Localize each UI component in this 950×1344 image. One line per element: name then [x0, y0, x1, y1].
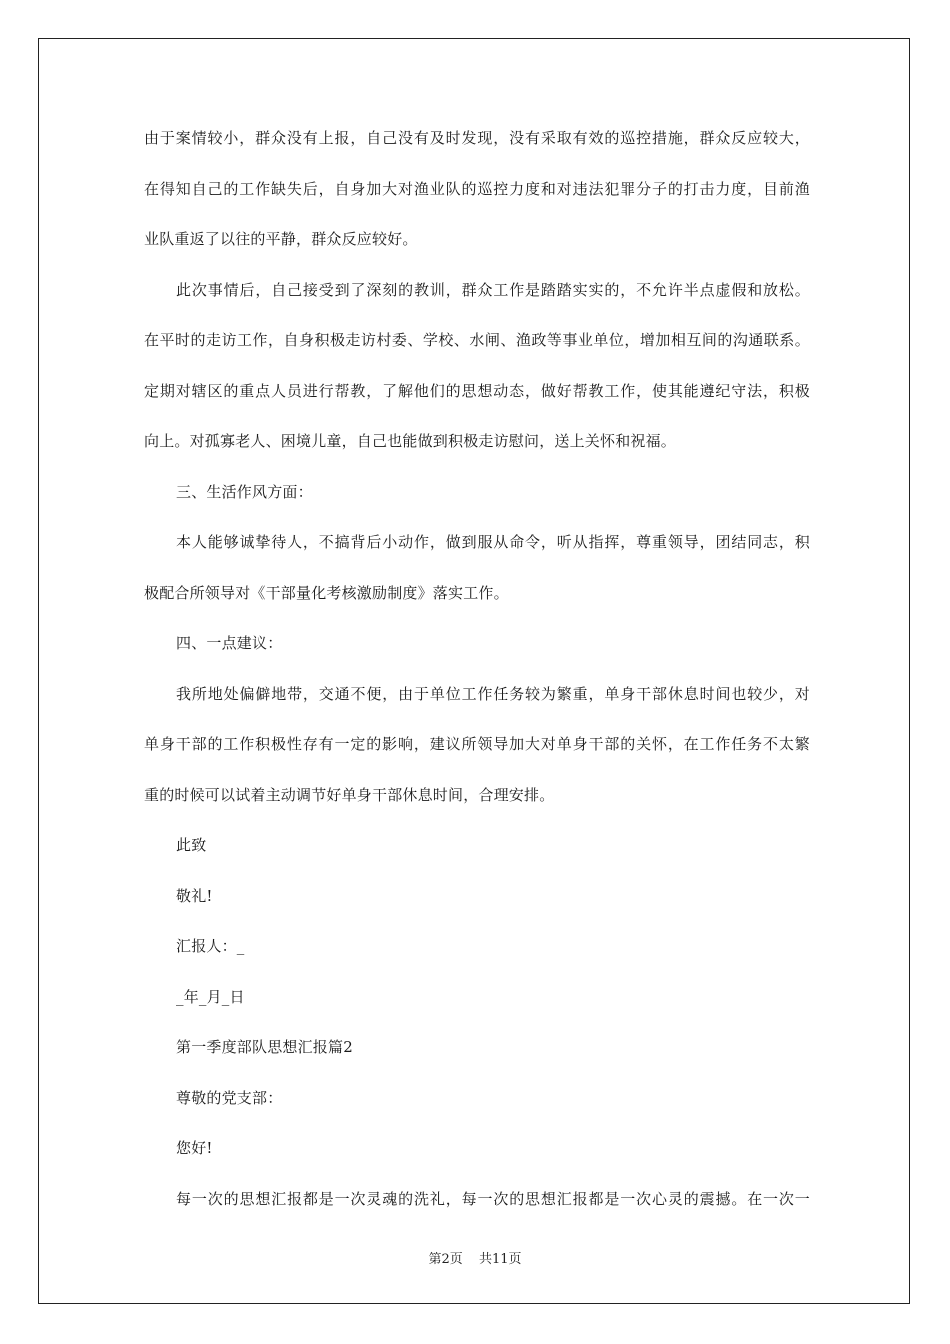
date-line: _年_月_日 [176, 987, 245, 1006]
paragraph-line: 业队重返了以往的平静，群众反应较好。 [144, 230, 418, 248]
paragraph-line: 重的时候可以试着主动调节好单身干部休息时间，合理安排。 [144, 785, 555, 804]
section-heading: 四、一点建议： [176, 634, 283, 652]
greeting-line: 您好! [176, 1139, 213, 1157]
salutation-line: 尊敬的党支部： [176, 1088, 283, 1107]
paragraph-line: 我所地处偏僻地带，交通不便，由于单位工作任务较为繁重，单身干部休息时间也较少，对 [176, 684, 810, 703]
paragraph-line: 单身干部的工作积极性存有一定的影响，建议所领导加大对单身干部的关怀，在工作任务不太繁 [144, 735, 810, 753]
closing-line: 敬礼! [176, 886, 213, 905]
page-total: 共11页 [478, 1252, 522, 1267]
paragraph-line: 由于案情较小，群众没有上报，自己没有及时发现，没有采取有效的巡控措施，群众反应较大， [144, 129, 810, 147]
paragraph-line: 此次事情后，自己接受到了深刻的教训，群众工作是踏踏实实的，不允许半点虚假和放松。 [176, 280, 810, 299]
page-footer [0, 1248, 950, 1267]
paragraph-line: 本人能够诚挚待人，不搞背后小动作，做到服从命令，听从指挥，尊重领导，团结同志，积 [176, 533, 810, 551]
document-body [144, 120, 810, 1231]
article-title: 第一季度部队思想汇报篇2 [176, 1038, 353, 1056]
reporter-line: 汇报人：_ [176, 937, 245, 955]
section-heading: 三、生活作风方面： [176, 482, 313, 501]
paragraph-line: 在平时的走访工作，自身积极走访村委、学校、水闸、渔政等事业单位，增加相互间的沟通联系。 [144, 331, 810, 349]
paragraph-line: 定期对辖区的重点人员进行帮教，了解他们的思想动态，做好帮教工作，使其能遵纪守法，积极 [144, 381, 810, 400]
paragraph-line: 向上。对孤寡老人、困境儿童，自己也能做到积极走访慰问，送上关怀和祝福。 [144, 432, 677, 450]
closing-line: 此致 [176, 836, 207, 854]
paragraph-line: 极配合所领导对《干部量化考核激励制度》落实工作。 [144, 583, 509, 602]
page-number: 第2页 [428, 1252, 463, 1267]
paragraph-line: 每一次的思想汇报都是一次灵魂的洗礼，每一次的思想汇报都是一次心灵的震撼。在一次一 [176, 1189, 810, 1208]
paragraph-line: 在得知自己的工作缺失后，自身加大对渔业队的巡控力度和对违法犯罪分子的打击力度，目前渔 [144, 179, 810, 198]
